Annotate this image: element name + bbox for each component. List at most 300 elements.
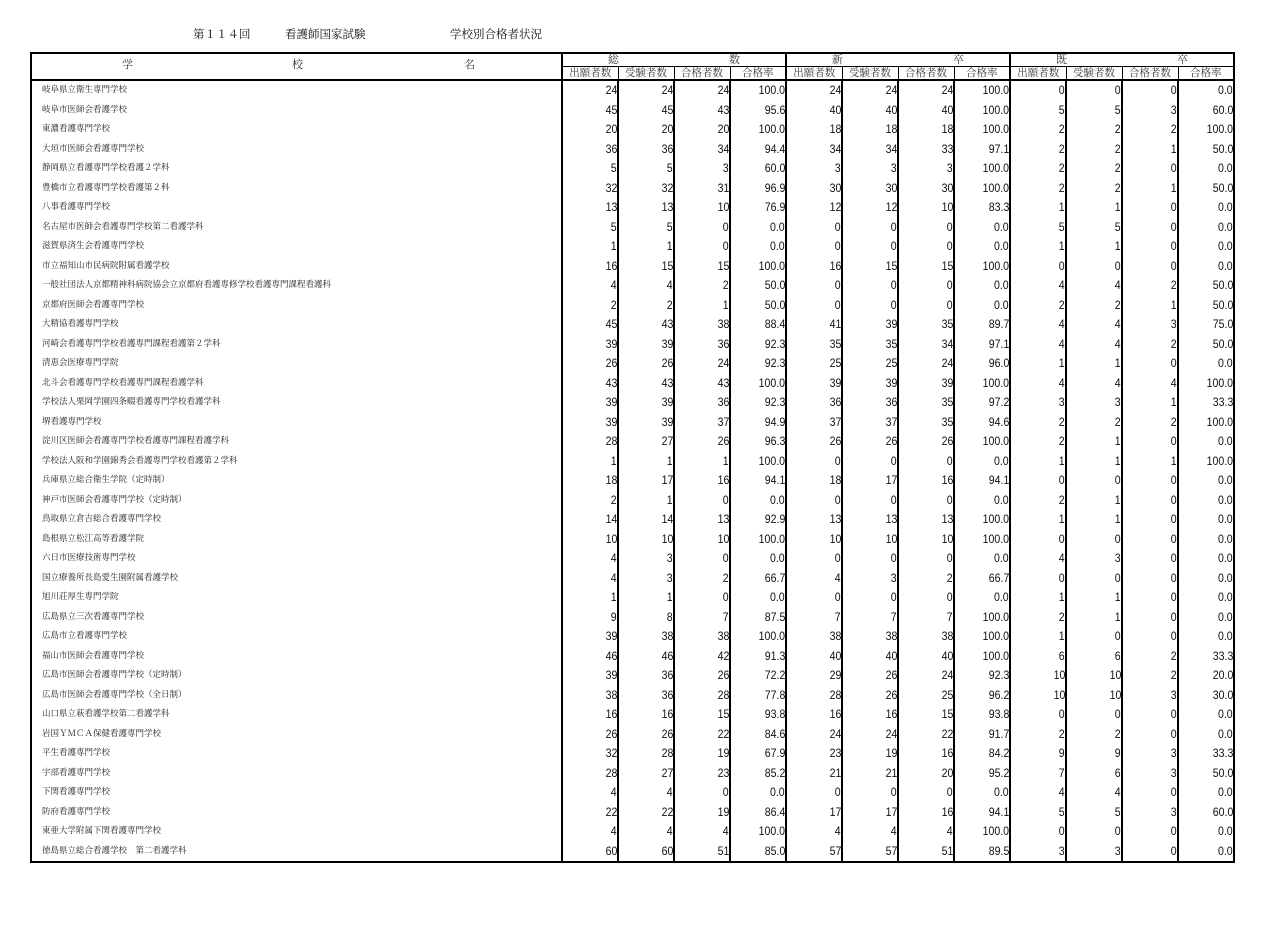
cell-value: 37: [829, 414, 841, 429]
table-row: [31, 276, 1234, 296]
cell-value: 91.3: [764, 648, 785, 663]
count-cell: [898, 335, 954, 355]
cell-value: 50.0: [1212, 180, 1233, 195]
pass-rate-cell: [730, 413, 786, 433]
count-cell: [1122, 491, 1178, 511]
count-cell: [1066, 80, 1122, 101]
count-cell: [618, 764, 674, 784]
count-cell: [674, 296, 730, 316]
exam-round: 第１１４回: [193, 27, 251, 41]
count-cell: [674, 705, 730, 725]
table-row: [31, 842, 1234, 863]
count-cell: [562, 374, 618, 394]
count-cell: [1066, 764, 1122, 784]
cell-value: 33.3: [1212, 648, 1233, 663]
school-name-cell: 広島市医師会看護専門学校（全日制）: [31, 686, 562, 706]
cell-value: 0: [947, 785, 953, 799]
cell-value: 10: [1109, 687, 1121, 702]
cell-value: 100.0: [982, 512, 1009, 526]
cell-value: 33: [941, 141, 953, 156]
cell-value: 42: [717, 648, 729, 663]
school-name-cell: 広島市医師会看護専門学校（定時制）: [31, 666, 562, 686]
cell-value: 0.0: [1218, 161, 1233, 175]
count-cell: [618, 218, 674, 238]
count-cell: [618, 822, 674, 842]
cell-value: 0.0: [994, 492, 1009, 507]
cell-value: 5: [1059, 102, 1065, 117]
pass-rate-cell: [730, 666, 786, 686]
pass-rate-cell: [954, 80, 1010, 101]
count-cell: [898, 179, 954, 199]
pass-rate-cell: [954, 218, 1010, 238]
cell-value: 30.0: [1212, 687, 1233, 702]
cell-value: 38: [605, 687, 617, 702]
count-cell: [898, 510, 954, 530]
cell-value: 93.8: [988, 707, 1009, 721]
count-cell: [786, 198, 842, 218]
count-cell: [1010, 491, 1066, 511]
pass-rate-cell: [730, 569, 786, 589]
cell-value: 4: [1059, 336, 1065, 351]
pass-rate-cell: [954, 237, 1010, 257]
cell-value: 60.0: [764, 161, 785, 175]
cell-value: 4: [1115, 336, 1121, 351]
school-name-cell: 福山市医師会看護専門学校: [31, 647, 562, 667]
group-header-total: [562, 53, 786, 67]
column-header: 出願者数: [1010, 67, 1066, 81]
cell-value: 12: [829, 200, 841, 214]
cell-value: 96.0: [988, 356, 1009, 370]
count-cell: [674, 335, 730, 355]
cell-value: 0.0: [1218, 707, 1233, 721]
count-cell: [1122, 237, 1178, 257]
count-cell: [786, 627, 842, 647]
school-name-cell: 神戸市医師会看護専門学校（定時制）: [31, 491, 562, 511]
count-cell: [1010, 705, 1066, 725]
cell-value: 94.9: [764, 414, 785, 429]
cell-value: 34: [717, 141, 729, 156]
cell-value: 0.0: [994, 453, 1009, 468]
cell-value: 34: [885, 141, 897, 156]
pass-rate-cell: [730, 218, 786, 238]
cell-value: 5: [667, 219, 673, 234]
pass-rate-cell: [954, 101, 1010, 121]
school-name-cell: 島根県立松江高等看護学院: [31, 530, 562, 550]
count-cell: [1066, 140, 1122, 160]
count-cell: [1066, 276, 1122, 296]
cell-value: 2: [1115, 161, 1121, 175]
cell-value: 0: [723, 492, 729, 507]
cell-value: 4: [947, 824, 953, 838]
count-cell: [618, 588, 674, 608]
count-cell: [562, 140, 618, 160]
count-cell: [1010, 120, 1066, 140]
cell-value: 1: [1059, 200, 1065, 214]
cell-value: 3: [1171, 317, 1177, 331]
cell-value: 46: [605, 648, 617, 663]
count-cell: [674, 744, 730, 764]
count-cell: [674, 101, 730, 121]
count-cell: [1010, 725, 1066, 745]
count-cell: [1066, 237, 1122, 257]
cell-value: 0.0: [994, 785, 1009, 799]
count-cell: [1122, 549, 1178, 569]
count-cell: [1122, 179, 1178, 199]
count-cell: [842, 647, 898, 667]
cell-value: 1: [611, 453, 617, 468]
count-cell: [786, 647, 842, 667]
table-row: [31, 822, 1234, 842]
count-cell: [898, 822, 954, 842]
count-cell: [562, 549, 618, 569]
table-row: [31, 335, 1234, 355]
cell-value: 1: [1059, 590, 1065, 604]
cell-value: 4: [1171, 375, 1177, 390]
group-label: 卒: [1177, 53, 1188, 66]
school-name-cell: 一般社団法人京都精神科病院協会立京都府看護専修学校看護専門課程看護科: [31, 276, 562, 296]
cell-value: 15: [661, 258, 673, 273]
pass-rate-cell: [730, 783, 786, 803]
cell-value: 57: [885, 843, 897, 858]
count-cell: [842, 608, 898, 628]
cell-value: 3: [835, 161, 841, 175]
count-cell: [1010, 432, 1066, 452]
table-row: [31, 140, 1234, 160]
cell-value: 1: [611, 590, 617, 604]
cell-value: 4: [835, 570, 841, 585]
cell-value: 0: [891, 219, 897, 234]
table-row: [31, 530, 1234, 550]
pass-rate-cell: [954, 198, 1010, 218]
count-cell: [898, 452, 954, 472]
cell-value: 25: [941, 687, 953, 702]
count-cell: [1066, 822, 1122, 842]
count-cell: [562, 296, 618, 316]
cell-value: 84.6: [764, 726, 785, 741]
cell-value: 100.0: [982, 609, 1009, 624]
pass-rate-cell: [954, 822, 1010, 842]
cell-value: 24: [941, 668, 953, 682]
cell-value: 1: [1171, 297, 1177, 312]
count-cell: [1010, 842, 1066, 863]
school-name-cell: 宇部看護専門学校: [31, 764, 562, 784]
cell-value: 16: [829, 707, 841, 721]
cell-value: 100.0: [1206, 375, 1233, 390]
cell-value: 36: [661, 687, 673, 702]
count-cell: [786, 218, 842, 238]
count-cell: [786, 608, 842, 628]
cell-value: 40: [829, 648, 841, 663]
cell-value: 2: [1059, 161, 1065, 175]
count-cell: [562, 101, 618, 121]
cell-value: 39: [941, 375, 953, 390]
cell-value: 39: [605, 629, 617, 643]
count-cell: [562, 588, 618, 608]
count-cell: [842, 842, 898, 863]
cell-value: 39: [661, 336, 673, 351]
cell-value: 20: [717, 122, 729, 136]
cell-value: 0: [891, 239, 897, 253]
cell-value: 30: [941, 180, 953, 195]
cell-value: 39: [605, 414, 617, 429]
cell-value: 1: [1115, 492, 1121, 507]
count-cell: [562, 705, 618, 725]
count-cell: [618, 393, 674, 413]
cell-value: 0: [1171, 239, 1177, 253]
pass-rate-cell: [1178, 179, 1234, 199]
cell-value: 2: [1115, 297, 1121, 312]
cell-value: 0.0: [994, 590, 1009, 604]
cell-value: 1: [667, 239, 673, 253]
cell-value: 1: [1115, 434, 1121, 448]
name-header-char: 校: [292, 58, 303, 71]
cell-value: 0: [1171, 219, 1177, 234]
count-cell: [562, 393, 618, 413]
count-cell: [1010, 393, 1066, 413]
cell-value: 0: [891, 551, 897, 565]
cell-value: 7: [1059, 765, 1065, 780]
count-cell: [786, 276, 842, 296]
count-cell: [1122, 101, 1178, 121]
school-name-cell: 滋賀県済生会看護専門学校: [31, 237, 562, 257]
pass-rate-cell: [730, 764, 786, 784]
count-cell: [898, 588, 954, 608]
count-cell: [786, 549, 842, 569]
count-cell: [618, 608, 674, 628]
cell-value: 39: [885, 375, 897, 390]
count-cell: [562, 627, 618, 647]
table-row: [31, 218, 1234, 238]
pass-rate-cell: [730, 198, 786, 218]
count-cell: [674, 666, 730, 686]
cell-value: 26: [605, 356, 617, 370]
results-table: [30, 52, 1235, 863]
cell-value: 18: [829, 473, 841, 487]
count-cell: [562, 413, 618, 433]
count-cell: [1122, 198, 1178, 218]
count-cell: [1066, 413, 1122, 433]
cell-value: 4: [1115, 278, 1121, 292]
pass-rate-cell: [1178, 374, 1234, 394]
cell-value: 15: [717, 707, 729, 721]
school-name-cell: 徳島県立総合看護学校 第二看護学科: [31, 842, 562, 863]
count-cell: [842, 315, 898, 335]
pass-rate-cell: [730, 257, 786, 277]
school-name-cell: 下関看護専門学校: [31, 783, 562, 803]
pass-rate-cell: [1178, 764, 1234, 784]
count-cell: [1122, 764, 1178, 784]
cell-value: 19: [885, 746, 897, 760]
count-cell: [1122, 80, 1178, 101]
count-cell: [618, 159, 674, 179]
pass-rate-cell: [954, 335, 1010, 355]
cell-value: 0: [1171, 590, 1177, 604]
cell-value: 24: [885, 83, 897, 97]
cell-value: 10: [1053, 687, 1065, 702]
table-row: [31, 627, 1234, 647]
cell-value: 41: [829, 317, 841, 331]
cell-value: 2: [723, 278, 729, 292]
cell-value: 0: [891, 590, 897, 604]
cell-value: 3: [947, 161, 953, 175]
cell-value: 38: [717, 317, 729, 331]
cell-value: 100.0: [758, 258, 785, 273]
pass-rate-cell: [730, 705, 786, 725]
count-cell: [842, 744, 898, 764]
cell-value: 40: [885, 648, 897, 663]
cell-value: 23: [829, 746, 841, 760]
count-cell: [1010, 822, 1066, 842]
table-row: [31, 744, 1234, 764]
cell-value: 40: [941, 648, 953, 663]
count-cell: [1010, 276, 1066, 296]
cell-value: 50.0: [764, 278, 785, 292]
count-cell: [1010, 101, 1066, 121]
pass-rate-cell: [730, 510, 786, 530]
cell-value: 36: [829, 395, 841, 409]
count-cell: [842, 725, 898, 745]
school-name-cell: 堺看護専門学校: [31, 413, 562, 433]
cell-value: 32: [661, 180, 673, 195]
cell-value: 89.7: [988, 317, 1009, 331]
cell-value: 39: [885, 317, 897, 331]
count-cell: [898, 257, 954, 277]
count-cell: [674, 159, 730, 179]
count-cell: [1010, 627, 1066, 647]
count-cell: [1066, 803, 1122, 823]
count-cell: [1066, 686, 1122, 706]
count-cell: [1010, 569, 1066, 589]
cell-value: 3: [1171, 687, 1177, 702]
count-cell: [842, 666, 898, 686]
count-cell: [1066, 159, 1122, 179]
cell-value: 2: [611, 297, 617, 312]
count-cell: [842, 413, 898, 433]
cell-value: 39: [605, 395, 617, 409]
pass-rate-cell: [1178, 198, 1234, 218]
cell-value: 0: [947, 219, 953, 234]
cell-value: 25: [885, 356, 897, 370]
table-row: [31, 686, 1234, 706]
cell-value: 57: [829, 843, 841, 858]
cell-value: 26: [605, 726, 617, 741]
cell-value: 24: [829, 726, 841, 741]
cell-value: 60.0: [1212, 804, 1233, 819]
school-name-cell: 国立療養所長島愛生園附属看護学校: [31, 569, 562, 589]
cell-value: 24: [941, 356, 953, 370]
table-row: [31, 315, 1234, 335]
pass-rate-cell: [954, 608, 1010, 628]
cell-value: 22: [661, 804, 673, 819]
count-cell: [618, 491, 674, 511]
cell-value: 1: [1171, 180, 1177, 195]
cell-value: 45: [605, 317, 617, 331]
cell-value: 0: [1171, 161, 1177, 175]
cell-value: 17: [829, 804, 841, 819]
cell-value: 0: [947, 492, 953, 507]
count-cell: [898, 80, 954, 101]
count-cell: [1122, 276, 1178, 296]
count-cell: [1066, 588, 1122, 608]
count-cell: [786, 764, 842, 784]
column-header: 合格率: [730, 67, 786, 81]
cell-value: 3: [1171, 804, 1177, 819]
count-cell: [898, 393, 954, 413]
count-cell: [674, 842, 730, 863]
count-cell: [898, 354, 954, 374]
cell-value: 100.0: [982, 161, 1009, 175]
school-name-cell: 大垣市医師会看護専門学校: [31, 140, 562, 160]
count-cell: [842, 257, 898, 277]
pass-rate-cell: [730, 530, 786, 550]
cell-value: 14: [661, 512, 673, 526]
cell-value: 29: [829, 668, 841, 682]
cell-value: 2: [1059, 297, 1065, 312]
cell-value: 0: [1171, 707, 1177, 721]
cell-value: 0: [1171, 785, 1177, 799]
group-label: 既: [1056, 53, 1067, 66]
count-cell: [898, 101, 954, 121]
count-cell: [786, 413, 842, 433]
cell-value: 0.0: [770, 590, 785, 604]
count-cell: [562, 80, 618, 101]
count-cell: [786, 842, 842, 863]
cell-value: 16: [941, 746, 953, 760]
report-name: 学校別合格者状況: [450, 27, 542, 41]
cell-value: 4: [1059, 785, 1065, 799]
cell-value: 0: [1171, 200, 1177, 214]
cell-value: 4: [667, 824, 673, 838]
count-cell: [674, 432, 730, 452]
pass-rate-cell: [730, 491, 786, 511]
cell-value: 1: [611, 239, 617, 253]
count-cell: [1066, 491, 1122, 511]
cell-value: 0: [891, 785, 897, 799]
pass-rate-cell: [730, 432, 786, 452]
cell-value: 35: [885, 336, 897, 351]
count-cell: [674, 218, 730, 238]
table-row: [31, 198, 1234, 218]
pass-rate-cell: [1178, 725, 1234, 745]
pass-rate-cell: [730, 608, 786, 628]
cell-value: 100.0: [982, 102, 1009, 117]
count-cell: [1066, 335, 1122, 355]
count-cell: [1010, 198, 1066, 218]
count-cell: [1122, 744, 1178, 764]
count-cell: [1066, 315, 1122, 335]
cell-value: 100.0: [758, 824, 785, 838]
cell-value: 26: [885, 668, 897, 682]
cell-value: 0: [1115, 258, 1121, 273]
count-cell: [1010, 80, 1066, 101]
count-cell: [1010, 783, 1066, 803]
count-cell: [898, 627, 954, 647]
cell-value: 45: [661, 102, 673, 117]
count-cell: [1122, 627, 1178, 647]
cell-value: 0.0: [1218, 219, 1233, 234]
count-cell: [842, 803, 898, 823]
column-header: 合格者数: [1122, 67, 1178, 81]
count-cell: [1122, 803, 1178, 823]
cell-value: 4: [1059, 551, 1065, 565]
cell-value: 4: [1059, 375, 1065, 390]
cell-value: 0: [1059, 258, 1065, 273]
count-cell: [1066, 257, 1122, 277]
pass-rate-cell: [730, 686, 786, 706]
count-cell: [674, 627, 730, 647]
cell-value: 3: [1171, 765, 1177, 780]
cell-value: 100.0: [982, 258, 1009, 273]
